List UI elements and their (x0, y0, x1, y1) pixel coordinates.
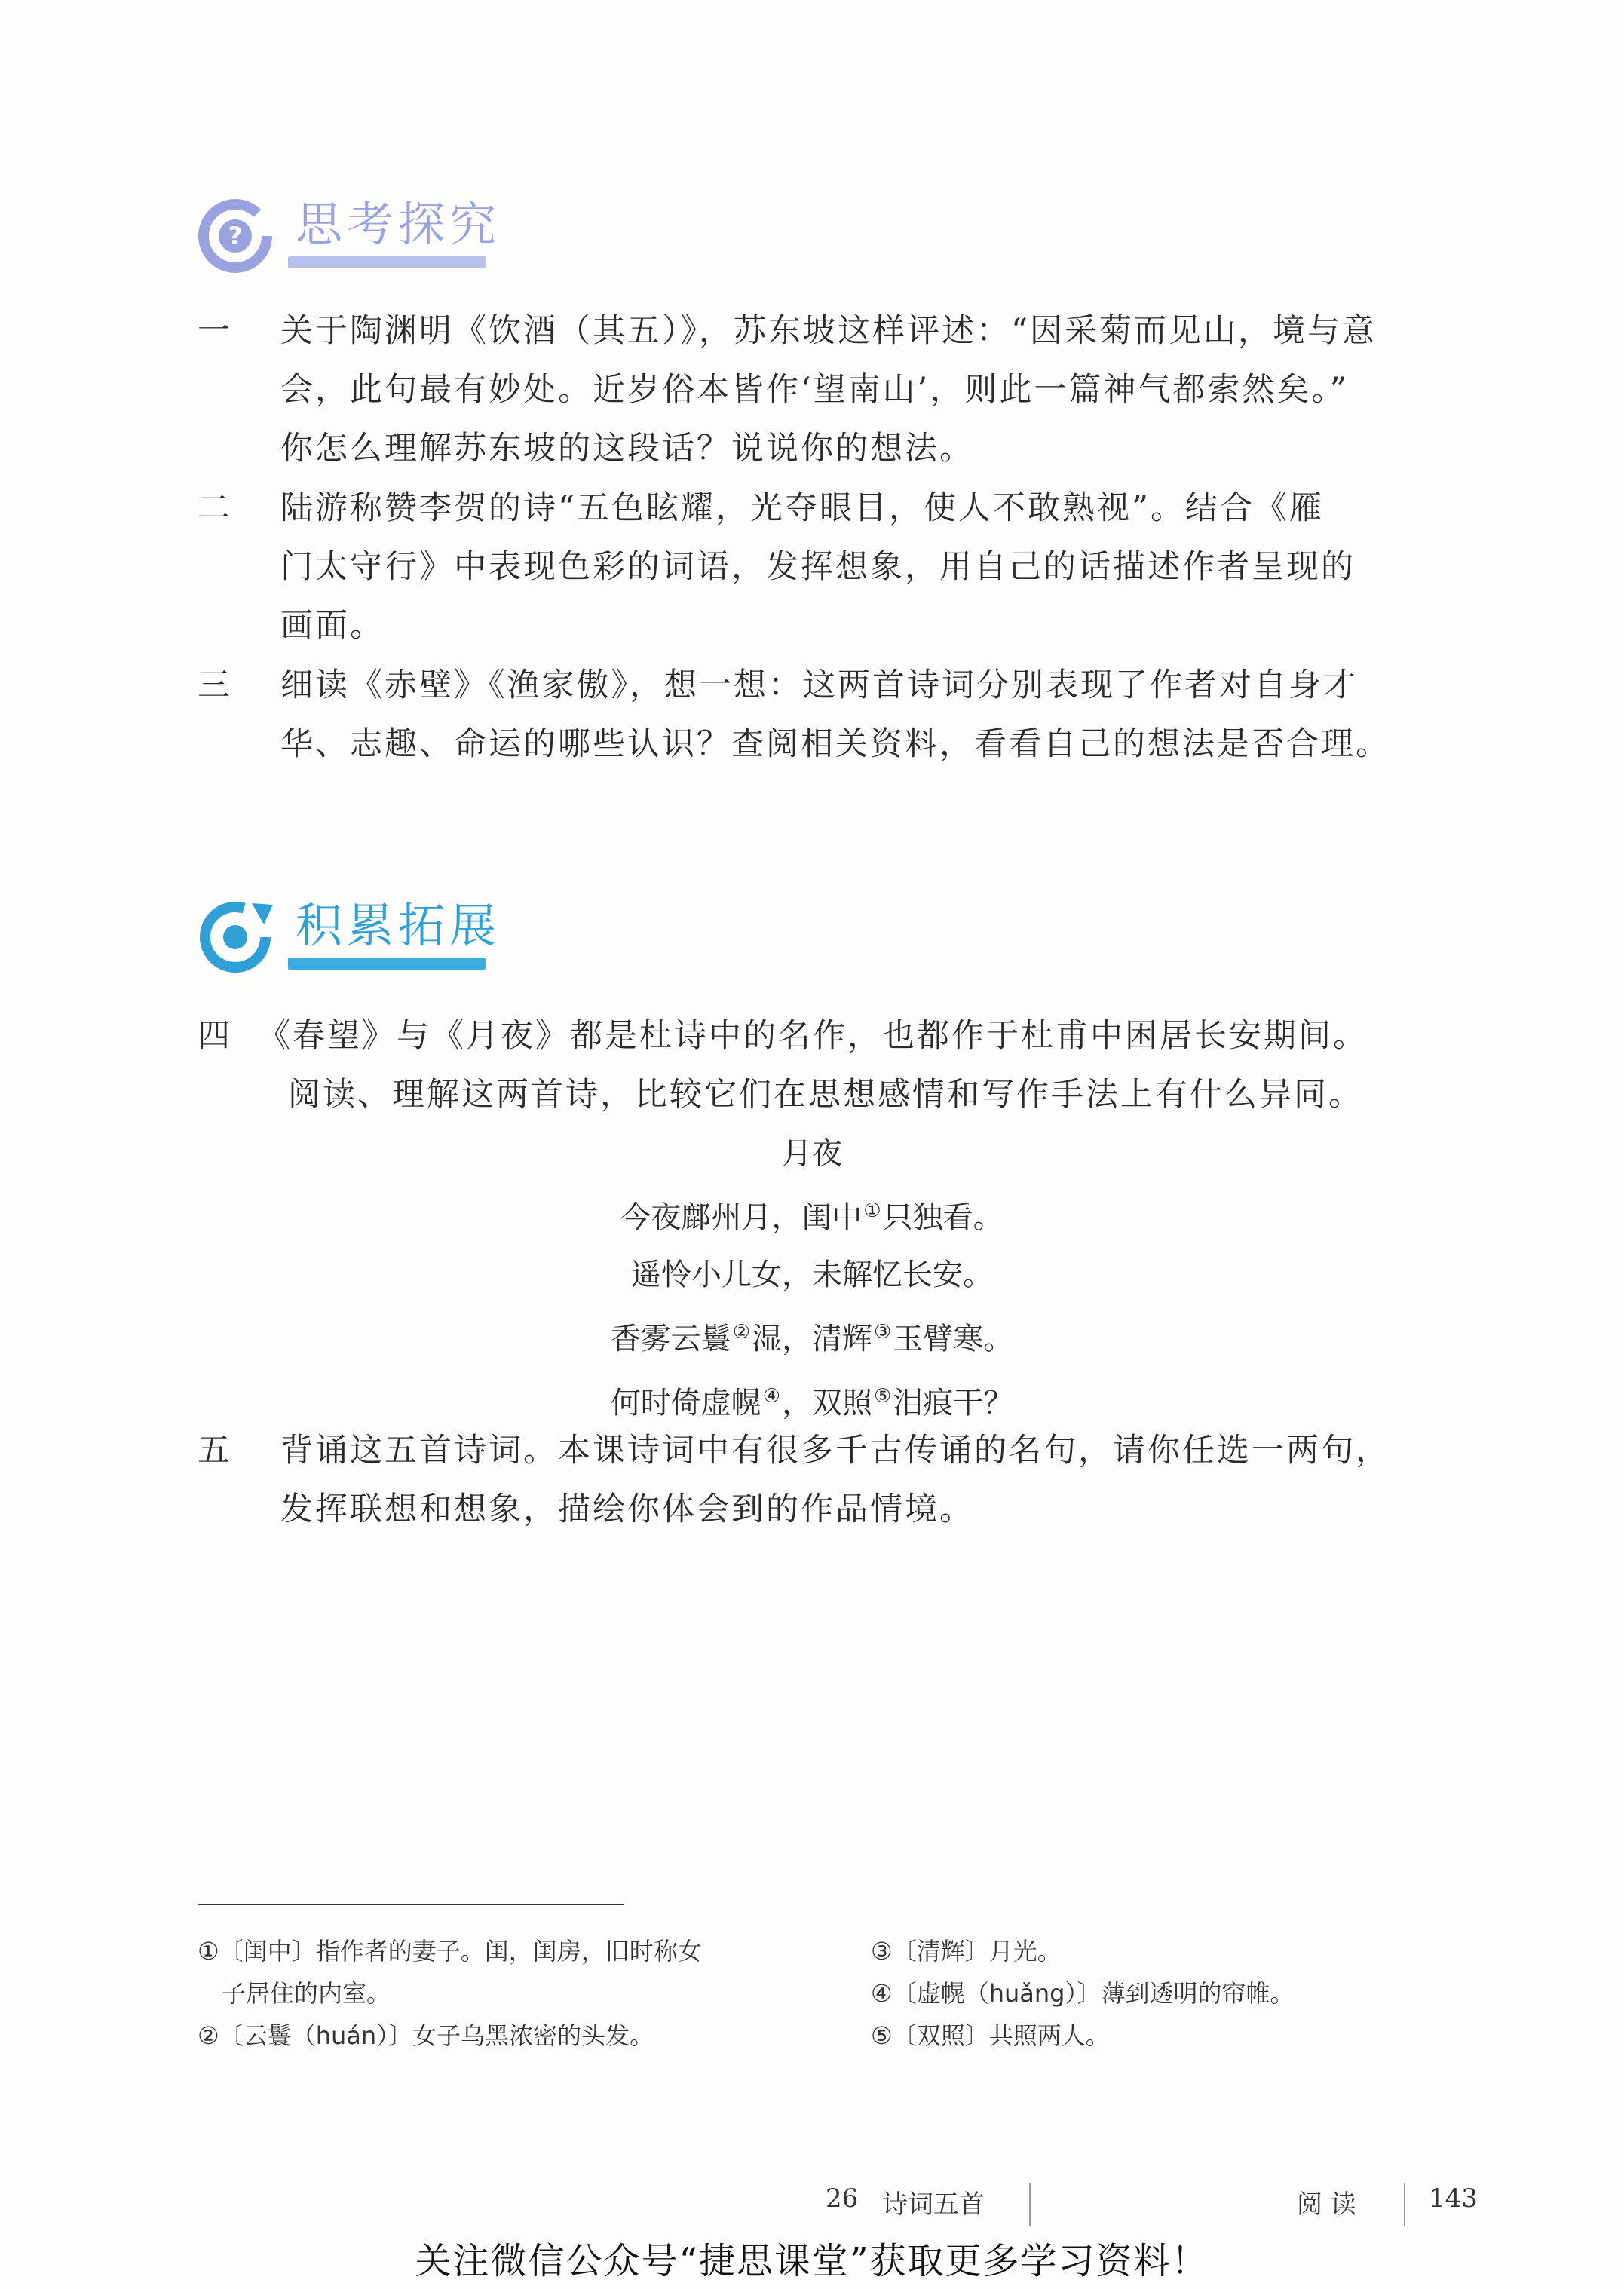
footnotes-left (198, 1930, 702, 2057)
footnote-5: ⑤〔双照〕共照两人。 (871, 2021, 1110, 2050)
poem-text: 何时倚虚幌 (610, 1386, 761, 1420)
section-think-title: 思考探究 (296, 197, 501, 252)
question-text (280, 302, 1487, 478)
lesson-title: 诗词五首 (882, 2189, 985, 2220)
poem-text: 香雾云鬟 (610, 1322, 731, 1356)
poem-line-3 (0, 1304, 1624, 1368)
question-text (258, 1007, 1464, 1124)
text-line: 发挥联想和想象，描绘你体会到的作品情境。 (280, 1491, 974, 1528)
footnote-3: ③〔清辉〕月光。 (871, 1937, 1062, 1966)
text-line: 你怎么理解苏东坡的这段话？说说你的想法。 (280, 430, 974, 467)
footnote-rule (198, 1904, 624, 1905)
footnotes-right (871, 1930, 1294, 2057)
poem-text: ，双照 (782, 1386, 872, 1420)
footnote-1: ①〔闺中〕指作者的妻子。闺，闺房，旧时称女 (198, 1937, 702, 1966)
svg-text:?: ? (228, 222, 243, 250)
footnote-marker: ④ (762, 1385, 780, 1408)
section-extend-title: 积累拓展 (296, 898, 501, 953)
refresh-arrow-icon (198, 896, 280, 979)
poem-line-2: 遥怜小儿女，未解忆长安。 (631, 1258, 993, 1292)
text-line: 门太守行》中表现色彩的词语，发挥想象，用自己的话描述作者呈现的 (280, 548, 1356, 586)
question-number: 一 (198, 312, 230, 350)
footnote-2: ②〔云鬟（huán）〕女子乌黑浓密的头发。 (198, 2021, 654, 2050)
text-line: 细读《赤壁》《渔家傲》，想一想：这两首诗词分别表现了作者对自身才 (280, 666, 1358, 704)
text-line: 画面。 (280, 607, 385, 645)
question-icon (198, 195, 280, 277)
section-extend-underline (288, 958, 486, 970)
footer-divider (1404, 2183, 1405, 2226)
unit-label: 阅 读 (1297, 2189, 1356, 2220)
question-text (280, 1421, 1487, 1539)
question-text (280, 656, 1487, 774)
page-number: 143 (1429, 2183, 1478, 2214)
poem-text: 泪痕干？ (893, 1386, 1014, 1420)
text-line: 华、志趣、命运的哪些认识？查阅相关资料，看看自己的想法是否合理。 (280, 725, 1390, 763)
section-think-header (198, 195, 725, 277)
lesson-number: 26 (826, 2183, 859, 2214)
text-line: 会，此句最有妙处。近岁俗本皆作‘望南山’，则此一篇神气都索然矣。” (280, 371, 1349, 409)
footnote-4: ④〔虚幌（huǎng）〕薄到透明的帘帷。 (871, 1979, 1295, 2008)
text-line: 阅读、理解这两首诗，比较它们在思想感情和写作手法上有什么异同。 (288, 1076, 1363, 1114)
poem-yueye (0, 1125, 1624, 1432)
text-line: 背诵这五首诗词。本课诗词中有很多千古传诵的名句，请你任选一两句， (280, 1432, 1390, 1469)
text-line: 关于陶渊明《饮酒（其五）》，苏东坡这样评述：“因采菊而见山，境与意 (280, 312, 1377, 350)
footer-divider (1029, 2183, 1031, 2226)
section-extend-header (198, 896, 725, 979)
poem-text: 今夜鄜州月，闺中 (620, 1200, 863, 1235)
question-text (280, 479, 1487, 655)
poem-line-1 (0, 1182, 1624, 1246)
question-number: 五 (198, 1432, 230, 1469)
section-think-underline (288, 256, 486, 268)
footnote-marker: ③ (874, 1321, 892, 1344)
text-line: 《春望》与《月夜》都是杜诗中的名作，也都作于杜甫中困居长安期间。 (258, 1017, 1368, 1055)
poem-text: 只独看。 (882, 1200, 1004, 1235)
question-number: 二 (198, 489, 230, 527)
poem-text: 玉臂寒。 (893, 1322, 1014, 1356)
poem-text: 湿，清辉 (752, 1322, 872, 1356)
footnote-1-cont: 子居住的内室。 (198, 1979, 391, 2008)
question-number: 四 (198, 1017, 230, 1055)
poem-title: 月夜 (782, 1136, 842, 1171)
footnote-marker: ① (863, 1200, 881, 1222)
text-line: 陆游称赞李贺的诗“五色眩耀，光夺眼目，使人不敢熟视”。结合《雁 (280, 489, 1324, 527)
promo-text: 关注微信公众号“捷思课堂”获取更多学习资料！ (415, 2240, 1209, 2282)
footnote-marker: ② (732, 1321, 750, 1344)
question-number: 三 (198, 666, 230, 704)
footnote-marker: ⑤ (874, 1385, 892, 1408)
